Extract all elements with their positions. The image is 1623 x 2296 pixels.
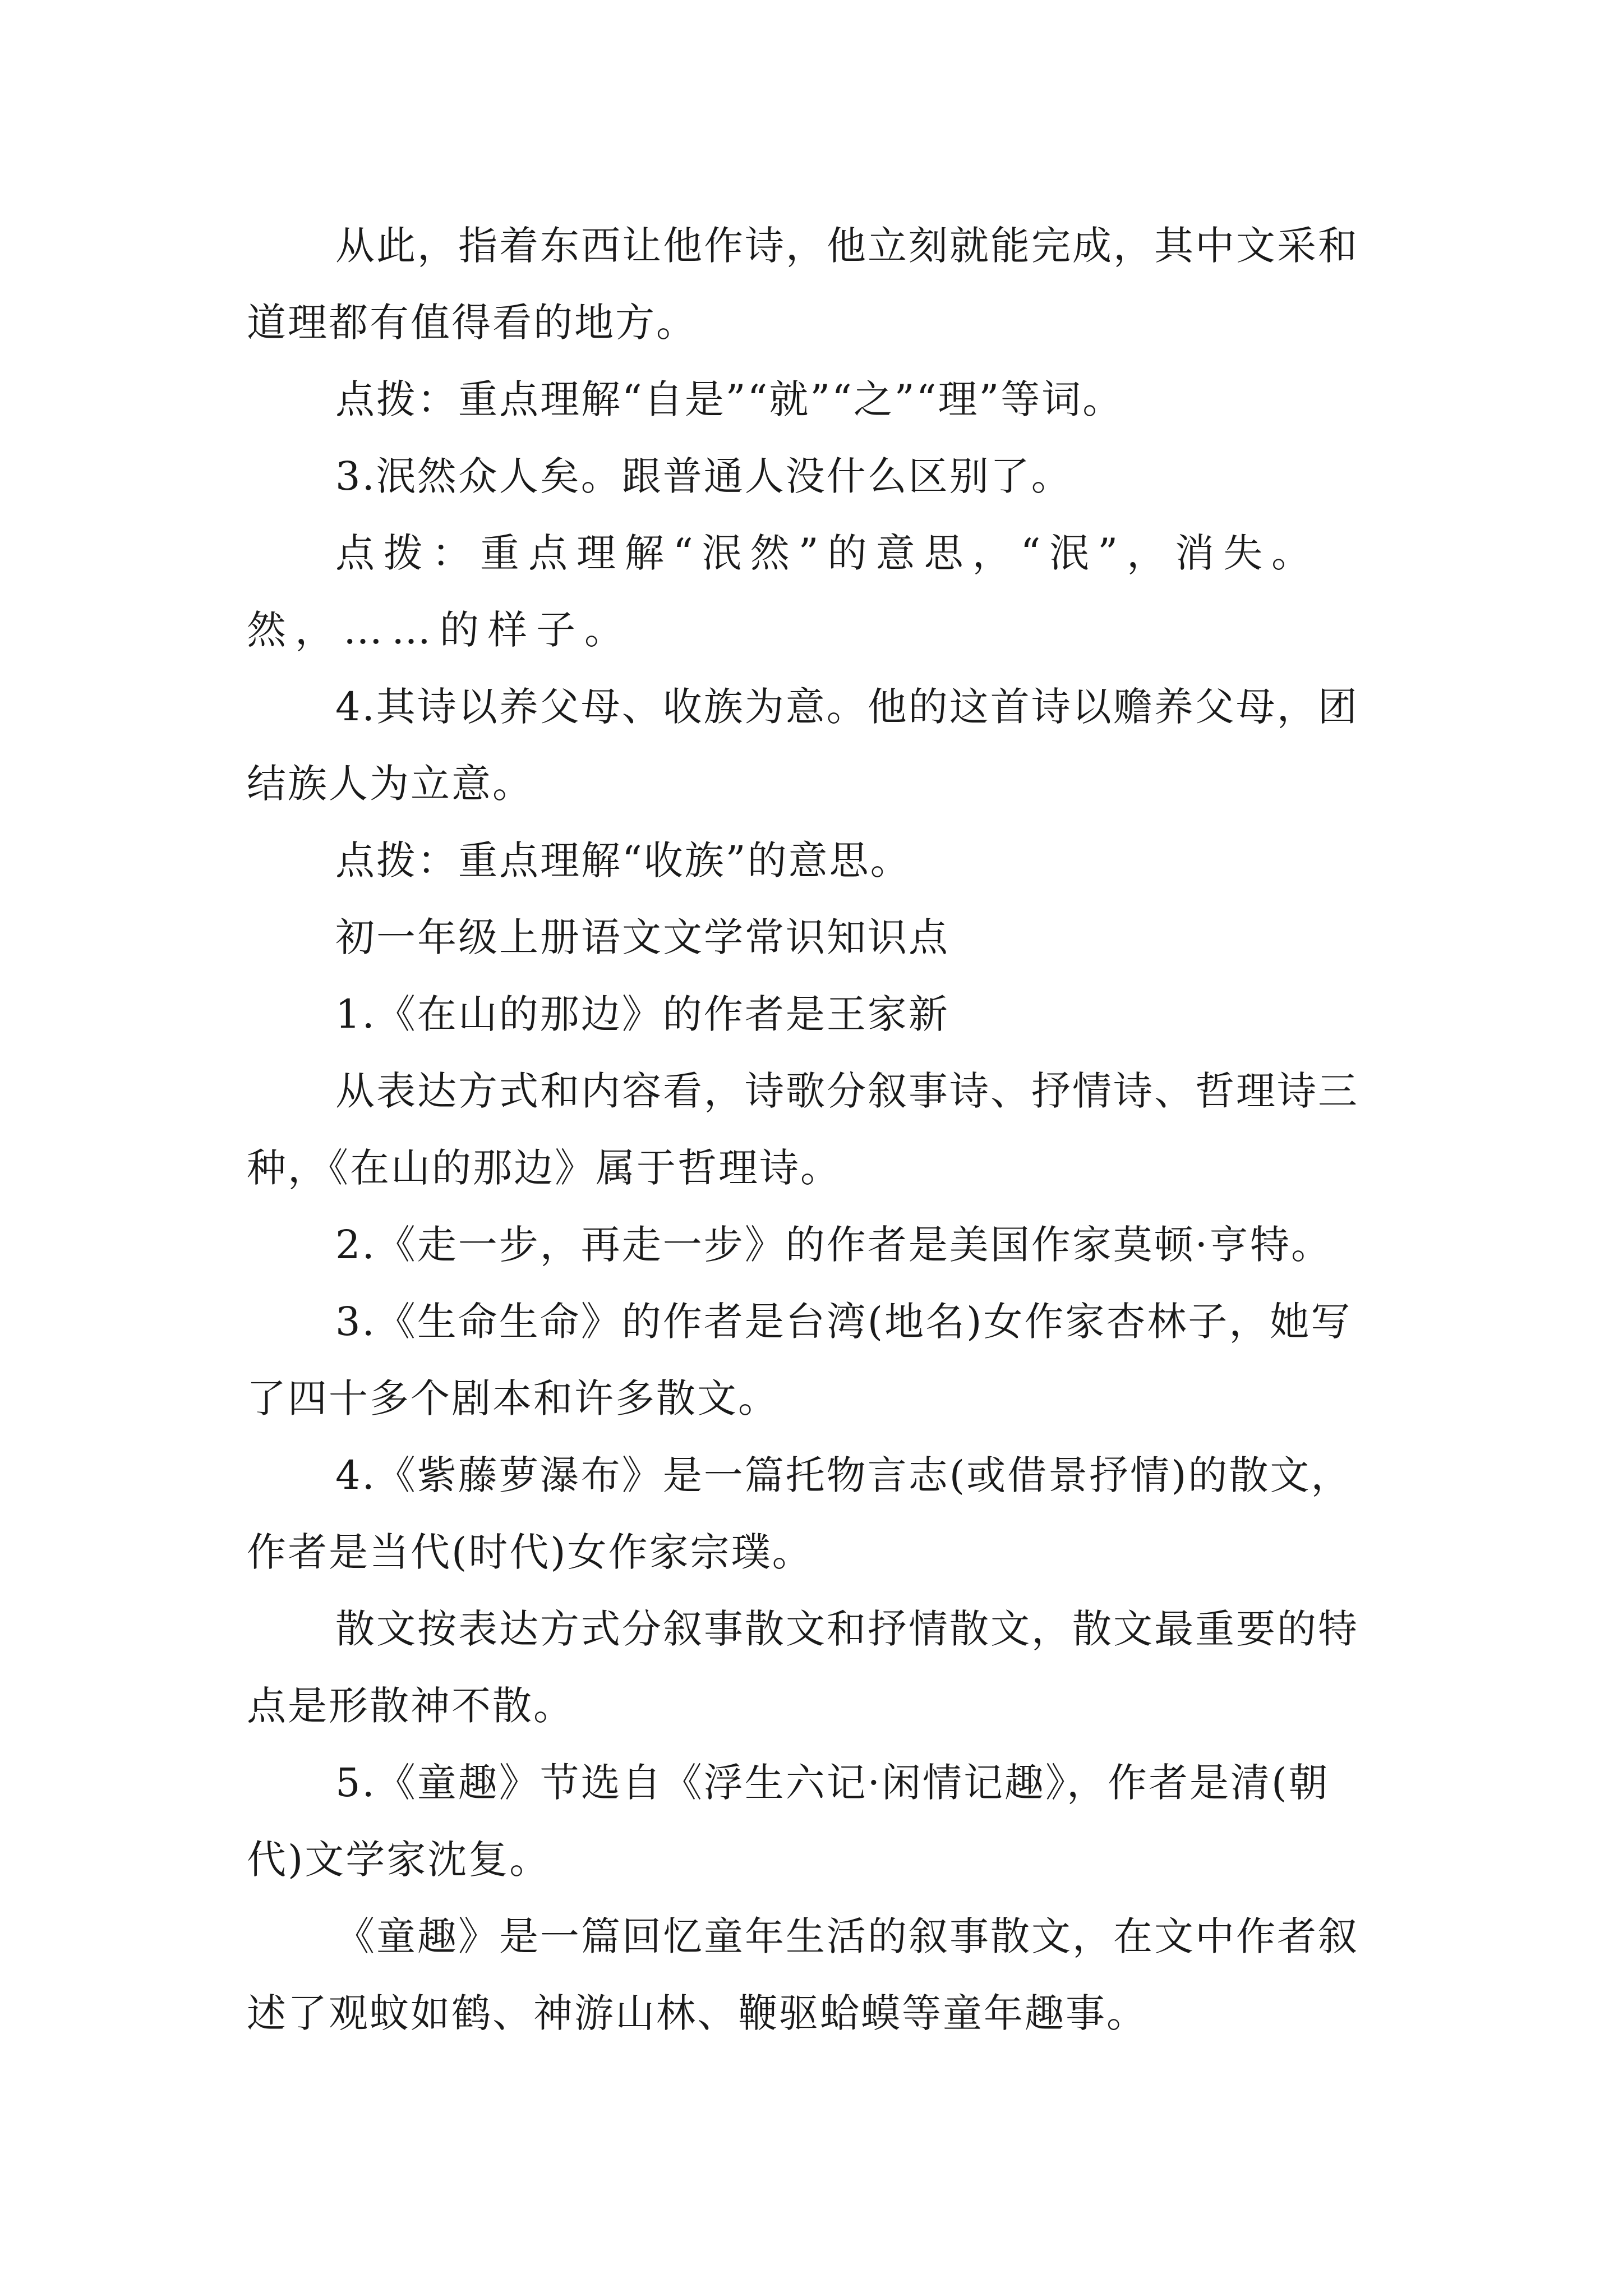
- paragraph: 点拨：重点理解“泯然”的意思，“泯”，消失。然，……的样子。: [247, 530, 1320, 653]
- paragraph: 点拨：重点理解“自是”“就”“之”“理”等词。: [335, 376, 1124, 422]
- section-heading: 初一年级上册语文文学常识知识点: [335, 914, 949, 960]
- paragraph: 散文按表达方式分叙事散文和抒情散文，散文最重要的特点是形散神不散。: [247, 1606, 1359, 1729]
- paragraph: 4.其诗以养父母、收族为意。他的这首诗以赡养父母，团结族人为立意。: [247, 684, 1359, 807]
- paragraph: 4.《紫藤萝瀑布》是一篇托物言志(或借景抒情)的散文，作者是当代(时代)女作家宗璞。: [247, 1452, 1352, 1575]
- paragraph: 《童趣》是一篇回忆童年生活的叙事散文，在文中作者叙述了观蚊如鹤、神游山林、鞭驱蛤蟆等童年趣事。: [247, 1913, 1359, 2036]
- paragraph: 2.《走一步，再走一步》的作者是美国作家莫顿·亨特。: [335, 1222, 1332, 1268]
- paragraph: 从表达方式和内容看，诗歌分叙事诗、抒情诗、哲理诗三种，《在山的那边》属于哲理诗。: [247, 1068, 1359, 1191]
- document-body: [247, 208, 1380, 2052]
- paragraph: 1.《在山的那边》的作者是王家新: [335, 991, 949, 1037]
- paragraph: 3.泯然众人矣。跟普通人没什么区别了。: [335, 453, 1072, 499]
- paragraph: 点拨：重点理解“收族”的意思。: [335, 838, 911, 884]
- paragraph: 5.《童趣》节选自《浮生六记·闲情记趣》，作者是清(朝代)文学家沈复。: [247, 1760, 1330, 1883]
- paragraph: 3.《生命生命》的作者是台湾(地名)女作家杏林子，她写了四十多个剧本和许多散文。: [247, 1299, 1352, 1421]
- paragraph: 从此，指着东西让他作诗，他立刻就能完成，其中文采和道理都有值得看的地方。: [247, 223, 1359, 346]
